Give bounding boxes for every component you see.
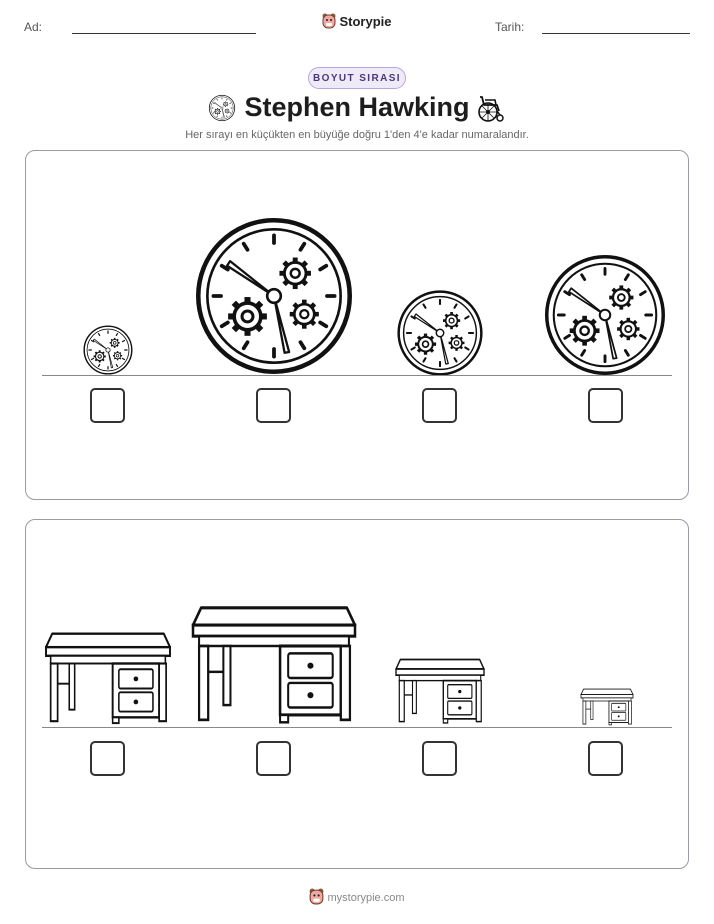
answer-box-3[interactable] [422,388,457,423]
answer-box-1[interactable] [90,741,125,776]
storypie-logo-icon [309,888,324,905]
gear-clock-icon [196,218,352,374]
name-field[interactable] [72,33,256,34]
answer-box-2[interactable] [256,388,291,423]
name-label: Ad: [24,20,43,34]
gear-clock-icon [545,255,665,375]
footer-link[interactable]: mystorypie.com [327,892,405,904]
answer-box-3[interactable] [422,741,457,776]
desk-icon [581,686,633,726]
desk-icon [46,626,170,726]
answer-box-1[interactable] [90,388,125,423]
brand [0,13,714,29]
desk-icon [193,598,355,726]
desk-icon [396,654,484,725]
baseline [42,375,672,376]
date-label: Tarih: [495,20,525,34]
category-badge: BOYUT SIRASI [308,67,406,89]
storypie-logo-icon [322,13,336,29]
wheelchair-icon [475,93,505,123]
answer-box-4[interactable] [588,388,623,423]
baseline [42,727,672,728]
answer-box-4[interactable] [588,741,623,776]
brand-name: Storypie [339,14,392,29]
date-field[interactable] [542,33,690,34]
gear-clock-icon [83,325,133,375]
page-title: Stephen Hawking [244,92,470,122]
answer-box-2[interactable] [256,741,291,776]
instructions: Her sırayı en küçükten en büyüğe doğru 1'den 4'e kadar numaralandır. [185,129,529,141]
footer [0,888,714,905]
gear-clock-icon [397,290,483,376]
